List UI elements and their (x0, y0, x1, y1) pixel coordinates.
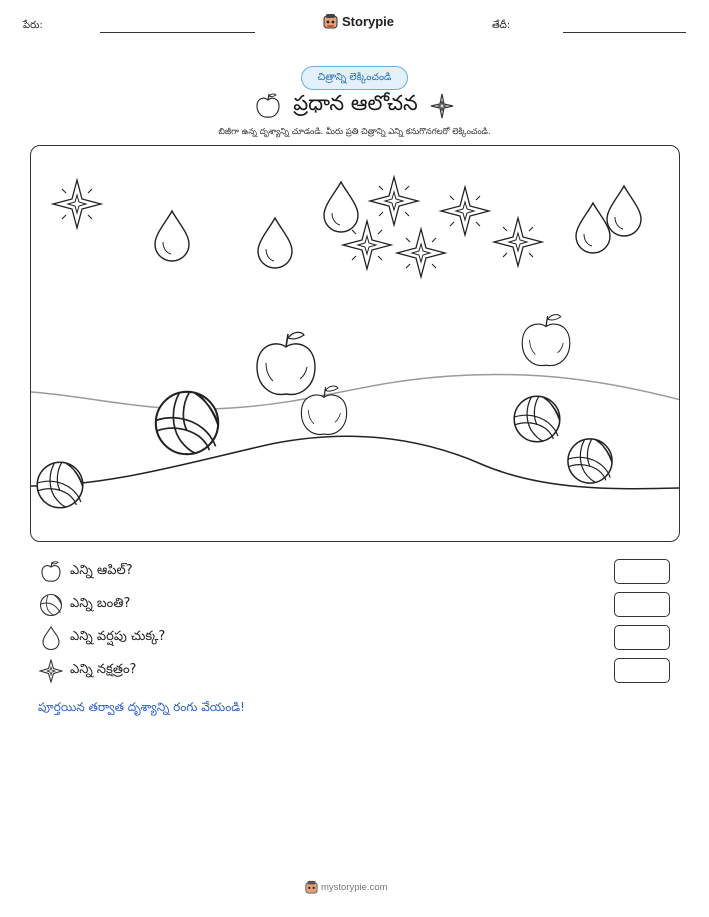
star-1 (53, 180, 101, 228)
volleyball-icon (38, 592, 64, 618)
brand-logo (323, 13, 394, 29)
raindrop-icon (38, 625, 64, 651)
apple-icon (255, 92, 281, 120)
question-label: ఎన్ని బంతి? (70, 596, 131, 611)
brand-name: Storypie (342, 13, 395, 29)
raindrop-3 (324, 182, 358, 232)
back-hill-line (31, 374, 680, 409)
star-icon (430, 93, 454, 119)
date-label: తేదీ: (492, 20, 511, 31)
raindrop-1 (155, 211, 189, 261)
date-line[interactable] (563, 32, 686, 33)
volleyball-2 (514, 396, 560, 442)
raindrop-2 (258, 218, 292, 268)
apple-icon (38, 559, 64, 585)
instructions: బిజీగా ఉన్న దృశ్యాన్ని చూడండి. మీరు ప్రతి చిత్రాన్ని ఎన్ని కనుగొనగలరో లెక్కించండి. (218, 127, 491, 137)
volleyball-3 (568, 439, 612, 483)
volleyball-1 (156, 392, 218, 454)
apple-2 (522, 315, 570, 366)
star-3 (441, 187, 489, 235)
question-volleyball (38, 592, 670, 618)
star-6 (494, 218, 542, 266)
answer-box-raindrop[interactable] (614, 625, 670, 650)
question-star (38, 658, 670, 684)
star-2 (370, 177, 418, 225)
answer-box-apple[interactable] (614, 559, 670, 584)
counting-scene (30, 145, 680, 542)
question-apple (38, 559, 670, 585)
name-line[interactable] (100, 32, 255, 33)
scene-drawing (31, 146, 680, 542)
answer-box-star[interactable] (614, 658, 670, 683)
storypie-mascot-icon (323, 13, 338, 29)
apple-1 (257, 332, 315, 394)
raindrop-5 (607, 186, 641, 236)
page-title: ప్రధాన ఆలోచన (293, 91, 418, 115)
star-icon (38, 658, 64, 684)
footer-site[interactable]: mystorypie.com (321, 881, 388, 893)
question-label: ఎన్ని నక్షత్రం? (70, 662, 137, 677)
coloring-note: పూర్తయిన తర్వాత దృశ్యాన్ని రంగు వేయండి! (38, 700, 245, 714)
footer (305, 880, 388, 894)
title-row (232, 90, 477, 122)
raindrop-4 (576, 203, 610, 253)
volleyball-4 (37, 462, 83, 508)
question-label: ఎన్ని వర్షపు చుక్క? (70, 629, 166, 644)
answer-box-volleyball[interactable] (614, 592, 670, 617)
question-label: ఎన్ని ఆపిల్? (70, 563, 133, 578)
name-label: పేరు: (23, 20, 43, 31)
question-raindrop (38, 625, 670, 651)
storypie-mascot-icon (305, 880, 318, 894)
worksheet-tag: చిత్రాన్ని లెక్కించండి (301, 66, 408, 90)
apple-3 (301, 386, 346, 434)
star-5 (397, 229, 445, 277)
